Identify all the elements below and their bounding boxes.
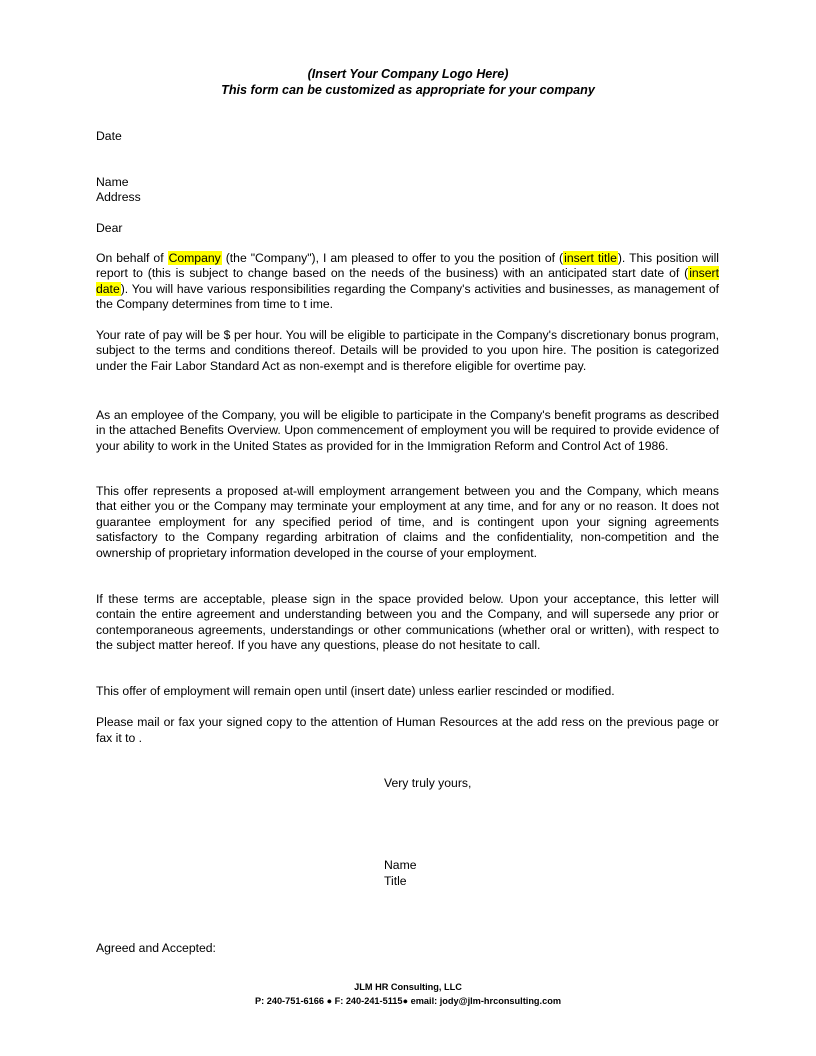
agreed-accepted-label: Agreed and Accepted: — [96, 941, 216, 955]
company-placeholder: Company — [168, 251, 221, 265]
p1-text-3: ). This position will report to (this is subject to change based on the needs of the business) with an anticipated start date of ( — [96, 251, 720, 281]
title-placeholder: insert title — [564, 251, 617, 265]
p1-text-4: ). You will have various responsibilities regarding the Company's activities and businesses, as management of the Company determines from time to t ime. — [96, 281, 719, 312]
at-will-paragraph: This offer represents a proposed at-will employment arrangement between you and the Company, which means that either you or the Company may terminate your employment at any time, and for any or no reason. It does not guarantee employment for any specified period of time, and is contingent upon your signing agreements satisfactory to the Company regarding arbitration of claims and the confidentiality, non-competition and the ownership of proprietary information developed in the course of your employment. — [96, 484, 719, 560]
return-instructions-paragraph: Please mail or fax your signed copy to the attention of Human Resources at the add ress on the previous page or fax it to . — [96, 715, 719, 745]
offer-expiry-paragraph: This offer of employment will remain open until (insert date) unless earlier rescinded or modified. — [96, 684, 615, 698]
p1-text-1: On behalf of — [96, 251, 168, 265]
start-date-placeholder: insert date — [96, 266, 719, 296]
signer-name: Name — [384, 858, 417, 872]
recipient-address: Address — [96, 190, 141, 204]
salutation: Dear — [96, 221, 123, 235]
form-subtitle: This form can be customized as appropriate for your company — [221, 83, 595, 97]
acceptance-paragraph: If these terms are acceptable, please sign in the space provided below. Upon your acceptance, this letter will contain the entire agreement and understanding between you and the Company, and will supersede any prior or contemporaneous agreements, understandings or other communications (whether oral or written), with respect to the subject matter hereof. If you have any questions, please do not hesitate to call. — [96, 592, 719, 653]
footer-contact: P: 240-751-6166 ● F: 240-241-5115● email: jody@jlm-hrconsulting.com — [254, 996, 561, 1006]
date-line: Date — [96, 129, 122, 143]
recipient-name: Name — [96, 175, 129, 189]
benefits-paragraph: As an employee of the Company, you will be eligible to participate in the Company's benefit programs as described in the attached Benefits Overview. Upon commencement of employment you will be required to provide evidence of your ability to work in the United States as provided for in the Immigration Reform and Control Act of 1986. — [96, 408, 719, 453]
pay-paragraph: Your rate of pay will be $ per hour. You will be eligible to participate in the Company's discretionary bonus program, subject to the terms and conditions thereof. Details will be provided to you upon hire. The position is categorized under the Fair Labor Standard Act as non-exempt and is therefore eligible for overtime pay. — [96, 328, 719, 373]
signer-title: Title — [384, 874, 407, 888]
closing: Very truly yours, — [384, 776, 472, 790]
p1-text-2: (the "Company"), I am pleased to offer to you the position of ( — [221, 251, 564, 265]
footer-company: JLM HR Consulting, LLC — [354, 982, 462, 992]
offer-paragraph — [96, 251, 719, 313]
logo-placeholder: (Insert Your Company Logo Here) — [307, 67, 509, 81]
